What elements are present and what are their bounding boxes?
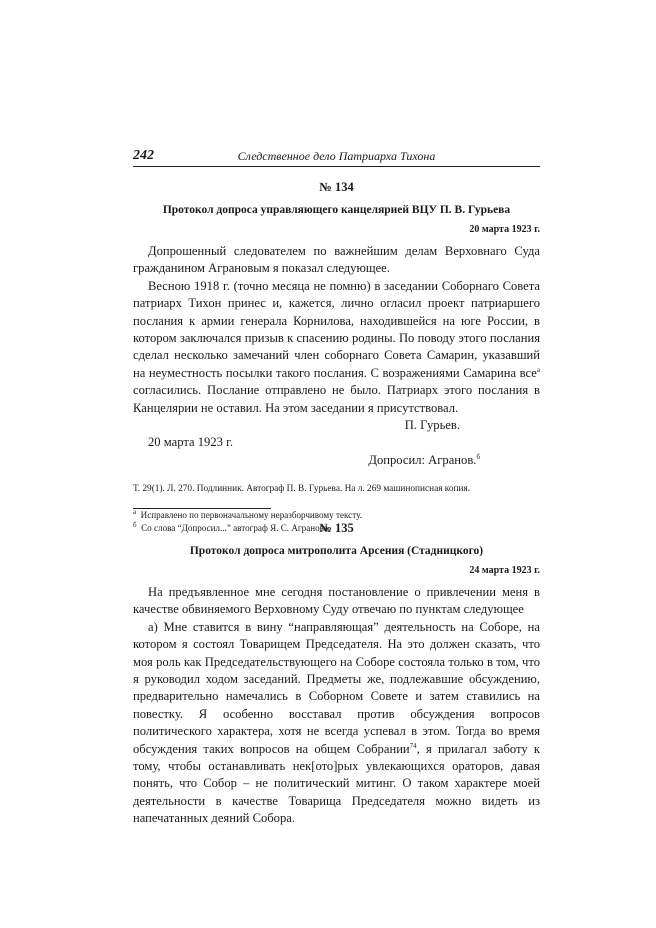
document-body bbox=[133, 584, 540, 828]
page-number: 242 bbox=[133, 148, 154, 163]
signature-date: 20 марта 1923 г. bbox=[148, 435, 233, 450]
footnote-mark: 74 bbox=[409, 741, 417, 750]
archival-source-note: Т. 29(1). Л. 270. Подлинник. Автограф П. В. Гурьева. На л. 269 машинописная копия. bbox=[133, 484, 471, 495]
footnote-text: Со слова “Допросил...” автограф Я. С. Агранова. bbox=[141, 523, 331, 534]
paragraph: На предъявленное мне сегодня постановление о привлечении меня в качестве обвиняемого Верховному Суду отвечаю по пунктам следующее bbox=[133, 585, 540, 617]
paragraph-text: согласились. Послание отправлено не было. Патриарх этого послания в Канцелярии не оставил. На этом заседании я присутствовал. bbox=[133, 383, 540, 415]
footnote-mark: а bbox=[536, 365, 540, 374]
document-135 bbox=[133, 521, 540, 828]
document-number: № 135 bbox=[319, 521, 354, 535]
document-title: Протокол допроса митрополита Арсения (Стадницкого) bbox=[189, 545, 484, 557]
paragraph: Допрошенный следователем по важнейшим делам Верховнаго Суда гражданином Аграновым я показал следующее. bbox=[133, 244, 540, 276]
paragraph-text: , я прилагал заботу к тому, чтобы останавливать нек[ото]рых увлекающихся ораторов, давая понять, что Собор – не политический митинг. О таком характере моей деятельности в качестве Товарища Председателя можно видеть из напечатанных деяний Собора. bbox=[133, 741, 540, 826]
running-title: Следственное дело Патриарха Тихона bbox=[237, 149, 436, 163]
header-rule bbox=[133, 166, 540, 167]
paragraph bbox=[133, 278, 540, 417]
document-title: Протокол допроса управляющего канцелярией ВЦУ П. В. Гурьева bbox=[162, 204, 511, 216]
document-number: № 134 bbox=[319, 180, 354, 194]
footnote-mark: б bbox=[476, 452, 480, 461]
running-head bbox=[133, 148, 540, 166]
footnote-mark: б bbox=[133, 521, 137, 530]
document-date: 24 марта 1923 г. bbox=[469, 565, 540, 576]
document-134 bbox=[133, 180, 540, 535]
paragraph-text: Весною 1918 г. (точно месяца не помню) в заседании Соборнаго Совета патриарх Тихон принес и, кажется, лично огласил проект патриаршего послания к армии генерала Корнилова, находившейся на юге России, в котором заключался призыв к спасению родины. По поводу этого послания сделал несколько замечаний член соборнаго Совета Самарин, указавший на неуместность посылки такого послания. С возражениями Самарина все bbox=[133, 278, 540, 380]
paragraph bbox=[133, 619, 540, 828]
interrogator-text: Допросил: Агранов. bbox=[368, 452, 477, 467]
interrogator-signature bbox=[133, 452, 540, 469]
document-date: 20 марта 1923 г. bbox=[469, 224, 540, 235]
footnote-text: Исправлено по первоначальному неразборчивому тексту. bbox=[140, 510, 362, 521]
signature: П. Гурьев. bbox=[404, 418, 460, 433]
paragraph-text: а) Мне ставится в вину “направляющая” деятельность на Соборе, на котором я состоял Товарищем Председателя. На это должен сказать, что моя роль как Председательствующего на Соборе состояла только в том, что я руководил ходом заседаний. Предметы же, подлежавшие обсуждению, предварительно намечались в Соборном Совете и затем ставились на повестку. Я особенно восставал против обсуждения вопросов политического характера, хотя не всегда успевал в этом. Тогда во время обсуждения таких вопросов на общем Собрании bbox=[133, 619, 540, 756]
document-body bbox=[133, 243, 540, 469]
footnote-mark: а bbox=[133, 508, 137, 517]
